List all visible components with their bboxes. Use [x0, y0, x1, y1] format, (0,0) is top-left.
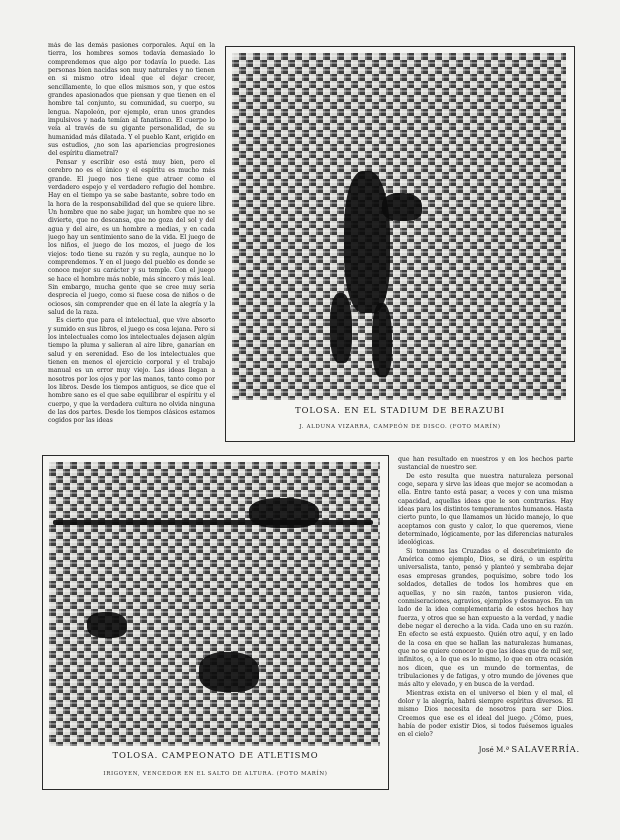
author-signature [448, 744, 580, 754]
paragraph: Mientras exista en el universo el bien y el mal, el dolor y la alegría, habrá siempre espíritus diversos. El mismo Dios necesita de nosotros para ser Dios. Creemos que ese es el ideal del juego. ¿Cómo, pues, había de poder existir Dios, si todos fuésemos iguales en el cielo? [398, 689, 573, 738]
paragraph: Si tomamos las Cruzadas o el descubrimiento de América como ejemplo, Dios, se dirá, o un espíritu universalista, tanto, pensó y planteó y sembraba dejar esas empresas grandes, poquísimo, sobre todo los soldados, detalles de todos los hombres que en aquellas, y no sin razón, tantos pusieron vida, conmiseraciones, agravios, ejemplos y desmayos. En un lado de la idea complementaria de estos hechos hay fuerza, y otros que se han expuesto a la verdad, y nadie debe negar el derecho a la vida. Cada uno en su razón. En efecto se está expuesto. Quién otro aquí, y en lado de la cosa en que se hallan las naturalezas humanas, que no se quiere conocer lo que las ideas que de mil ser, infinitos, o, a lo que es lo mismo, lo que en otra ocasión nos dicen, que es un mundo de tormentas, de tribulaciones y de fatigas, y otro mundo de jóvenes que más alto y elevado, y en busca de la verdad. [398, 547, 573, 689]
photo-figure-top [225, 46, 575, 442]
photo-figure-bottom [42, 455, 389, 790]
paragraph: Pensar y escribir eso está muy bien, pero el cerebro no es el único y el espíritu es mucho más grande. El juego nos tiene que atraer como el verdadero espejo y el verdadero refugio del hombre. Hay en el tiempo ya se sabe bastante, sobre todo en la hora de la responsabilidad del que se quiere libre. Un hombre que no sabe jugar, un hombre que no se divierte, que no descansa, que no goza del sol y del agua y del aire, es un hombre a medias, y en cada juego hay un sentimiento sano de la vida. El juego de los niños, el juego de los mozos, el juego de los viejos: todo tiene su razón y su regla, aunque no lo comprendemos. Y en el juego del pueblo es donde se conoce mejor su carácter y su temple. Con el juego se hace el hombre más noble, más sincero y más leal. Sin embargo, mucha gente que se cree muy seria desprecia el juego, como si fuese cosa de niños o de ociosos, sin comprender que en él late la alegría y la salud de la raza. [48, 158, 215, 316]
athlete-figure [249, 498, 319, 528]
paragraph: más de las demás pasiones corporales. Aquí en la tierra, los hombres somos todavía demasiado lo comprendemos que algo por todavía lo puede. Las personas bien nacidas son muy naturales y no tienen en si mismo otro ideal que el dejar crecer, sencillamente, lo que ellos mismos son, y que estos grandes apasionados que piensan y que tienen en el hombre tal conjunto, su comunidad, su cuerpo, su lengua. Napoleón, por ejemplo, eran unos grandes impulsivos y nada temían al fanatismo. El cuerpo lo veía al través de su gigante personalidad, de su humanidad más dilatada. Y el pueblo Kant, erigido en sus estudios, ¿no son las apariencias progresiones del espíritu diametral? [48, 42, 215, 158]
photo-caption-title: TOLOSA. EN EL STADIUM DE BERAZUBI [295, 405, 505, 415]
high-jump-bar [53, 520, 373, 525]
article-left-column [48, 42, 215, 451]
paragraph: De esto resulta que nuestra naturaleza personal coge, separa y sirve las ideas que mejor se acomodan a ella. Entre tanto está pasar, a veces y con una misma capacidad, aquellas ideas que le son contrarias. Hay ideas para los distintos temperamentos humanos. Hasta cierto punto, lo que llamamos un lúcido manejo, lo que aceptamos con gusto y calor, lo que queremos, viene determinado, lógicamente, por las diferencias naturales ideológicas. [398, 472, 573, 547]
paragraph: Es cierto que para el intelectual, que vive absorto y sumido en sus libros, el juego es cosa lejana. Pero si los intelectuales como los intelectuales dejasen algún tiempo la pluma y salieran al aire libre, ganarían en salud y en serenidad. Eso de los intelectuales que tienen en menos el ejercicio corporal y el trabajo manual es un error muy viejo. Las ideas llegan a nosotros por los ojos y por las manos, tanto como por los libros. Desde los tiempos antiguos, se dice que el hombre sano es el que sabe equilibrar el espíritu y el cuerpo, y que la verdadera cultura no olvida ninguna de las dos partes. Desde los tiempos clásicos estamos cogidos por las ideas [48, 317, 215, 425]
photo-caption-subtitle: J. ALDUNA VIZARRA, CAMPEÓN DE DISCO. (FOTO MARÍN) [299, 424, 501, 430]
article-right-column [398, 456, 573, 738]
stadium-photo [232, 53, 566, 400]
signature-prefix: José M.ª [478, 745, 510, 754]
photo-caption-title: TOLOSA. CAMPEONATO DE ATLETISMO [112, 750, 319, 760]
athletics-photo [49, 462, 380, 746]
athlete-figure [344, 171, 390, 313]
photo-caption-subtitle: IRIGOYEN, VENCEDOR EN EL SALTO DE ALTURA. (FOTO MARÍN) [103, 771, 328, 777]
signature-name: SALAVERRÍA. [511, 744, 580, 754]
paragraph: que han resultado en nuestros y en los hechos parte sustancial de nuestro ser. [398, 456, 573, 472]
